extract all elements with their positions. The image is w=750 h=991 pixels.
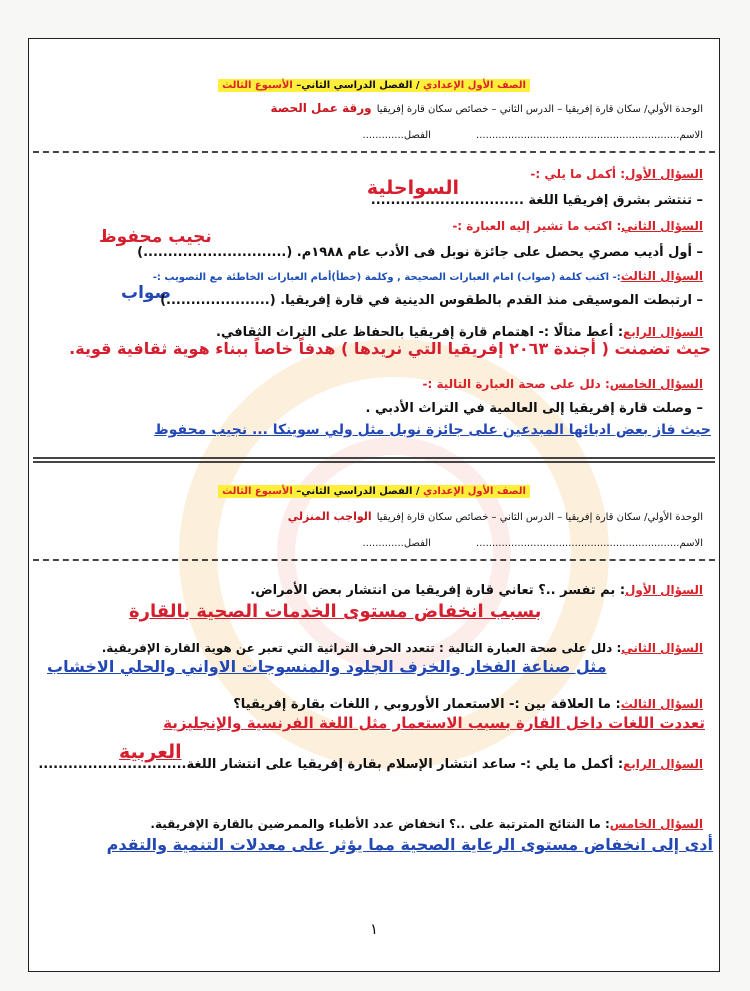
divider bbox=[33, 151, 715, 153]
sheet1-q2-prompt: السؤال الثاني: اكتب ما تشير إليه العبارة :- bbox=[452, 219, 703, 233]
sheet2-header bbox=[45, 479, 703, 498]
sheet1-q5-prompt: السؤال الخامس: دلل على صحة العبارة التالية :- bbox=[422, 377, 703, 391]
sheet1-grade: الصف الأول الإعدادي bbox=[423, 80, 526, 91]
sheet1-unit-row bbox=[45, 97, 703, 116]
sheet2-week: الأسبوع الثالث bbox=[222, 486, 293, 497]
sheet2-q2-answer: مثل صناعة الفخار والخزف الجلود والمنسوجات الاواني والحلي الاخشاب bbox=[47, 657, 607, 676]
sheet1-name-label: الاسم................................................................ bbox=[476, 130, 703, 141]
sheet2-q2-prompt: السؤال الثاني: دلل على صحة العبارة التالية : تتعدد الحرف التراثية التي تعبر عن هوية القارة الإفريقية. bbox=[101, 641, 703, 655]
sheet2-grade: الصف الأول الإعدادي bbox=[423, 486, 526, 497]
sheet1-term: الفصل الدراسي الثاني– bbox=[296, 80, 413, 91]
sheet1-q2-answer: نجيب محفوظ bbox=[99, 227, 212, 247]
sheet1-q1-prompt: السؤال الأول: أكمل ما يلي :- bbox=[530, 167, 703, 181]
sheet1-class-label: الفصل............. bbox=[362, 130, 431, 141]
sheet1-q4-prompt: السؤال الرابع: أعط مثالًا :- اهتمام قارة إفريقيا بالحفاظ على التراث الثقافي. bbox=[216, 325, 703, 340]
worksheet-page bbox=[28, 38, 720, 972]
sheet1-sep: / bbox=[415, 80, 420, 91]
sheet2-class-label: الفصل............. bbox=[362, 538, 431, 549]
sheet1-q4-answer: حيث تضمنت ( أجندة ٢٠٦٣ إفريقيا التي نريدها ) هدفاً خاصاً ببناء هوية ثقافية قوية. bbox=[69, 339, 711, 358]
sheet2-q5-prompt: السؤال الخامس: ما النتائج المترتبة على ..؟ انخفاض عدد الأطباء والممرضين بالقارة الإفريقية. bbox=[150, 817, 703, 831]
sheet1-name-row bbox=[45, 123, 703, 142]
sheet2-q3-answer: تعددت اللغات داخل القارة بسبب الاستعمار مثل اللغة الفرنسية والإنجليزية bbox=[163, 714, 705, 732]
sheet1-q1-text: – تنتشر بشرق إفريقيا اللغة ............................... bbox=[370, 193, 703, 208]
sheet2-q4-prompt: السؤال الرابع: أكمل ما يلي :- ساعد انتشار الإسلام بقارة إفريقيا على انتشار اللغة.............................. bbox=[38, 757, 703, 772]
sheet1-q3-prompt: السؤال الثالث:- اكتب كلمة (صواب) امام العبارات الصحيحة , وكلمة (خطأ)أمام العبارات الخاطئة مع التصويب :- bbox=[152, 269, 703, 283]
sheet2-q5-answer: أدى إلى انخفاض مستوى الرعاية الصحية مما يؤثر على معدلات التنمية والتقدم bbox=[106, 835, 713, 854]
sheet1-q5-answer: حيث فاز بعض ادبائها المبدعين على جائزة نوبل مثل ولي سوينكا ... نجيب محفوظ bbox=[154, 422, 711, 438]
sheet1-q5-text: – وصلت قارة إفريقيا إلى العالمية في التراث الأدبي . bbox=[365, 401, 703, 416]
sheet2-term: الفصل الدراسي الثاني– bbox=[296, 486, 413, 497]
sheet1-tag: ورقة عمل الحصة bbox=[270, 101, 372, 115]
sheet1-q3-answer: صواب bbox=[121, 283, 171, 303]
page-number: ١ bbox=[369, 920, 379, 938]
sheet2-sep: / bbox=[415, 486, 420, 497]
sheet2-unit-line: الوحدة الأولي/ سكان قارة إفريقيا – الدرس الثاني – خصائص سكان قارة إفريقيا bbox=[376, 512, 703, 523]
sheet2-name-row bbox=[45, 531, 703, 550]
sheet1-q2-text: – أول أديب مصري يحصل على جائزة نوبل فى الأدب عام ١٩٨٨م. (.............................) bbox=[137, 245, 703, 260]
sheet2-q3-prompt: السؤال الثالث: ما العلاقة بين :- الاستعمار الأوروبي , اللغات بقارة إفريقيا؟ bbox=[233, 697, 703, 712]
sheet1-unit-line: الوحدة الأولي/ سكان قارة إفريقيا – الدرس الثاني – خصائص سكان قارة إفريقيا bbox=[376, 104, 703, 115]
sheet2-q1-prompt: السؤال الأول: بم تفسر ..؟ تعاني قارة إفريقيا من انتشار بعض الأمراض. bbox=[250, 583, 703, 598]
sheet2-unit-row bbox=[45, 505, 703, 524]
section-separator bbox=[33, 457, 715, 463]
sheet1-week: الأسبوع الثالث bbox=[222, 80, 293, 91]
sheet2-tag: الواجب المنزلي bbox=[287, 510, 372, 523]
sheet2-name-label: الاسم................................................................ bbox=[476, 538, 703, 549]
divider bbox=[33, 559, 715, 561]
sheet1-q1-answer: السواحلية bbox=[366, 177, 459, 199]
sheet2-q4-answer: العربية bbox=[119, 741, 182, 763]
sheet1-q3-text: – ارتبطت الموسيقى منذ القدم بالطقوس الدينية في قارة إفريقيا. (.....................) bbox=[160, 293, 703, 308]
sheet2-q1-answer: بسبب انخفاض مستوى الخدمات الصحية بالقارة bbox=[129, 601, 542, 622]
sheet1-header bbox=[45, 73, 703, 92]
